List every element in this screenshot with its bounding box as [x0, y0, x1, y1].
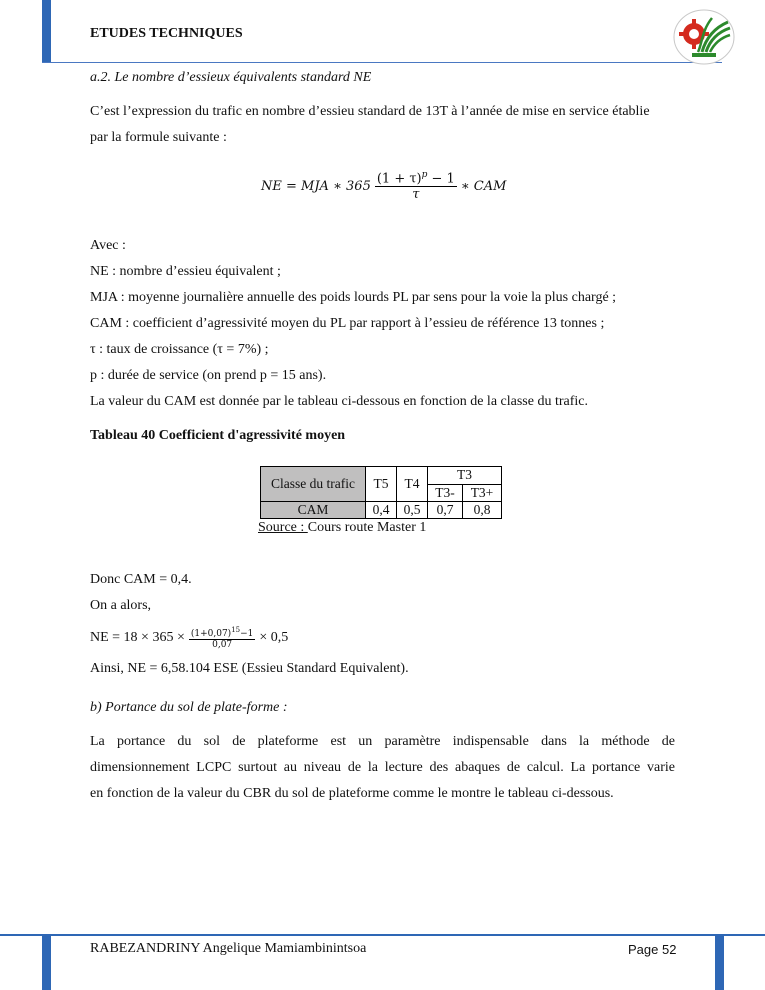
- formula-lhs: NE = MJA ∗ 365: [261, 178, 371, 194]
- cam-table: [260, 466, 502, 519]
- definition-item: La valeur du CAM est donnée par le tableau ci-dessous en fonction de la classe du trafic.: [90, 394, 588, 409]
- table-header-t5: T5: [366, 467, 397, 502]
- definition-item: p : durée de service (on prend p = 15 ans).: [90, 368, 327, 383]
- table-row-label: CAM: [261, 502, 366, 519]
- table-source: [258, 520, 426, 536]
- calc-numerator: $(1+0,07)^{15}-1$: [190, 626, 254, 639]
- formula-rhs: ∗ CAM: [460, 178, 507, 194]
- calc-denominator: 0,07: [212, 640, 233, 650]
- table-row: [261, 502, 502, 519]
- cam-table-wrapper: [260, 466, 502, 519]
- intro-paragraph-line: par la formule suivante :: [90, 130, 227, 145]
- calc-suffix: × 0,5: [259, 630, 289, 645]
- intro-paragraph-line: C’est l’expression du trafic en nombre d’essieu standard de 13T à l’année de mise en service établie: [90, 104, 650, 119]
- definition-item: NE : nombre d’essieu équivalent ;: [90, 264, 281, 279]
- footer-right-bar: [715, 934, 724, 990]
- ne-result: Ainsi, NE = 6,58.104 ESE (Essieu Standard Equivalent).: [90, 661, 409, 676]
- definition-item: MJA : moyenne journalière annuelle des poids lourds PL par sens pour la voie la plus chargé ;: [90, 290, 617, 305]
- footer-rule: [0, 934, 765, 936]
- avec-label: Avec :: [90, 238, 126, 253]
- formula-numerator: $(1 + \tau)^p - 1$: [376, 169, 455, 187]
- calc-intro: On a alors,: [90, 598, 152, 613]
- ne-formula: [261, 166, 506, 206]
- formula-denominator: τ: [412, 187, 420, 203]
- paragraph-line: dimensionnement LCPC surtout au niveau de la lecture des abaques de calcul. La portance varie: [90, 760, 675, 775]
- formula-fraction: [375, 170, 457, 202]
- header-rule: [42, 62, 722, 63]
- page-number: Page 52: [628, 942, 677, 957]
- section-heading-a2: a.2. Le nombre d’essieux équivalents standard NE: [90, 70, 372, 85]
- footer-left-bar: [42, 934, 51, 990]
- university-logo-icon: [672, 8, 736, 66]
- definition-item: τ : taux de croissance (τ = 7%) ;: [90, 342, 269, 357]
- cam-value-statement: Donc CAM = 0,4.: [90, 572, 192, 587]
- table-header-t3-plus: T3+: [463, 484, 502, 502]
- table-caption: Tableau 40 Coefficient d'agressivité moyen: [90, 428, 346, 443]
- table-cell: 0,5: [397, 502, 428, 519]
- calc-prefix: NE = 18 × 365 ×: [90, 630, 185, 645]
- table-source-text: Cours route Master 1: [307, 520, 427, 535]
- ne-calculation: [90, 622, 288, 654]
- page-header-title: ETUDES TECHNIQUES: [90, 26, 243, 41]
- table-header-t3-minus: T3-: [428, 484, 463, 502]
- table-header-t4: T4: [397, 467, 428, 502]
- section-heading-b: b) Portance du sol de plate-forme :: [90, 700, 288, 715]
- paragraph-line: La portance du sol de plateforme est un paramètre indispensable dans la méthode de: [90, 734, 675, 749]
- table-cell: 0,4: [366, 502, 397, 519]
- table-cell: 0,7: [428, 502, 463, 519]
- paragraph-line: en fonction de la valeur du CBR du sol de plateforme comme le montre le tableau ci-dessous.: [90, 786, 614, 801]
- header-left-bar: [42, 0, 51, 62]
- table-header-t3: T3: [428, 467, 502, 485]
- footer-author: RABEZANDRINY Angelique Mamiambinintsoa: [90, 941, 367, 956]
- calc-fraction: [189, 626, 256, 650]
- table-source-label: Source :: [258, 520, 308, 535]
- table-cell: 0,8: [463, 502, 502, 519]
- definition-item: CAM : coefficient d’agressivité moyen du PL par rapport à l’essieu de référence 13 tonnes ;: [90, 316, 605, 331]
- table-header-class: Classe du trafic: [261, 467, 366, 502]
- table-row: [261, 467, 502, 485]
